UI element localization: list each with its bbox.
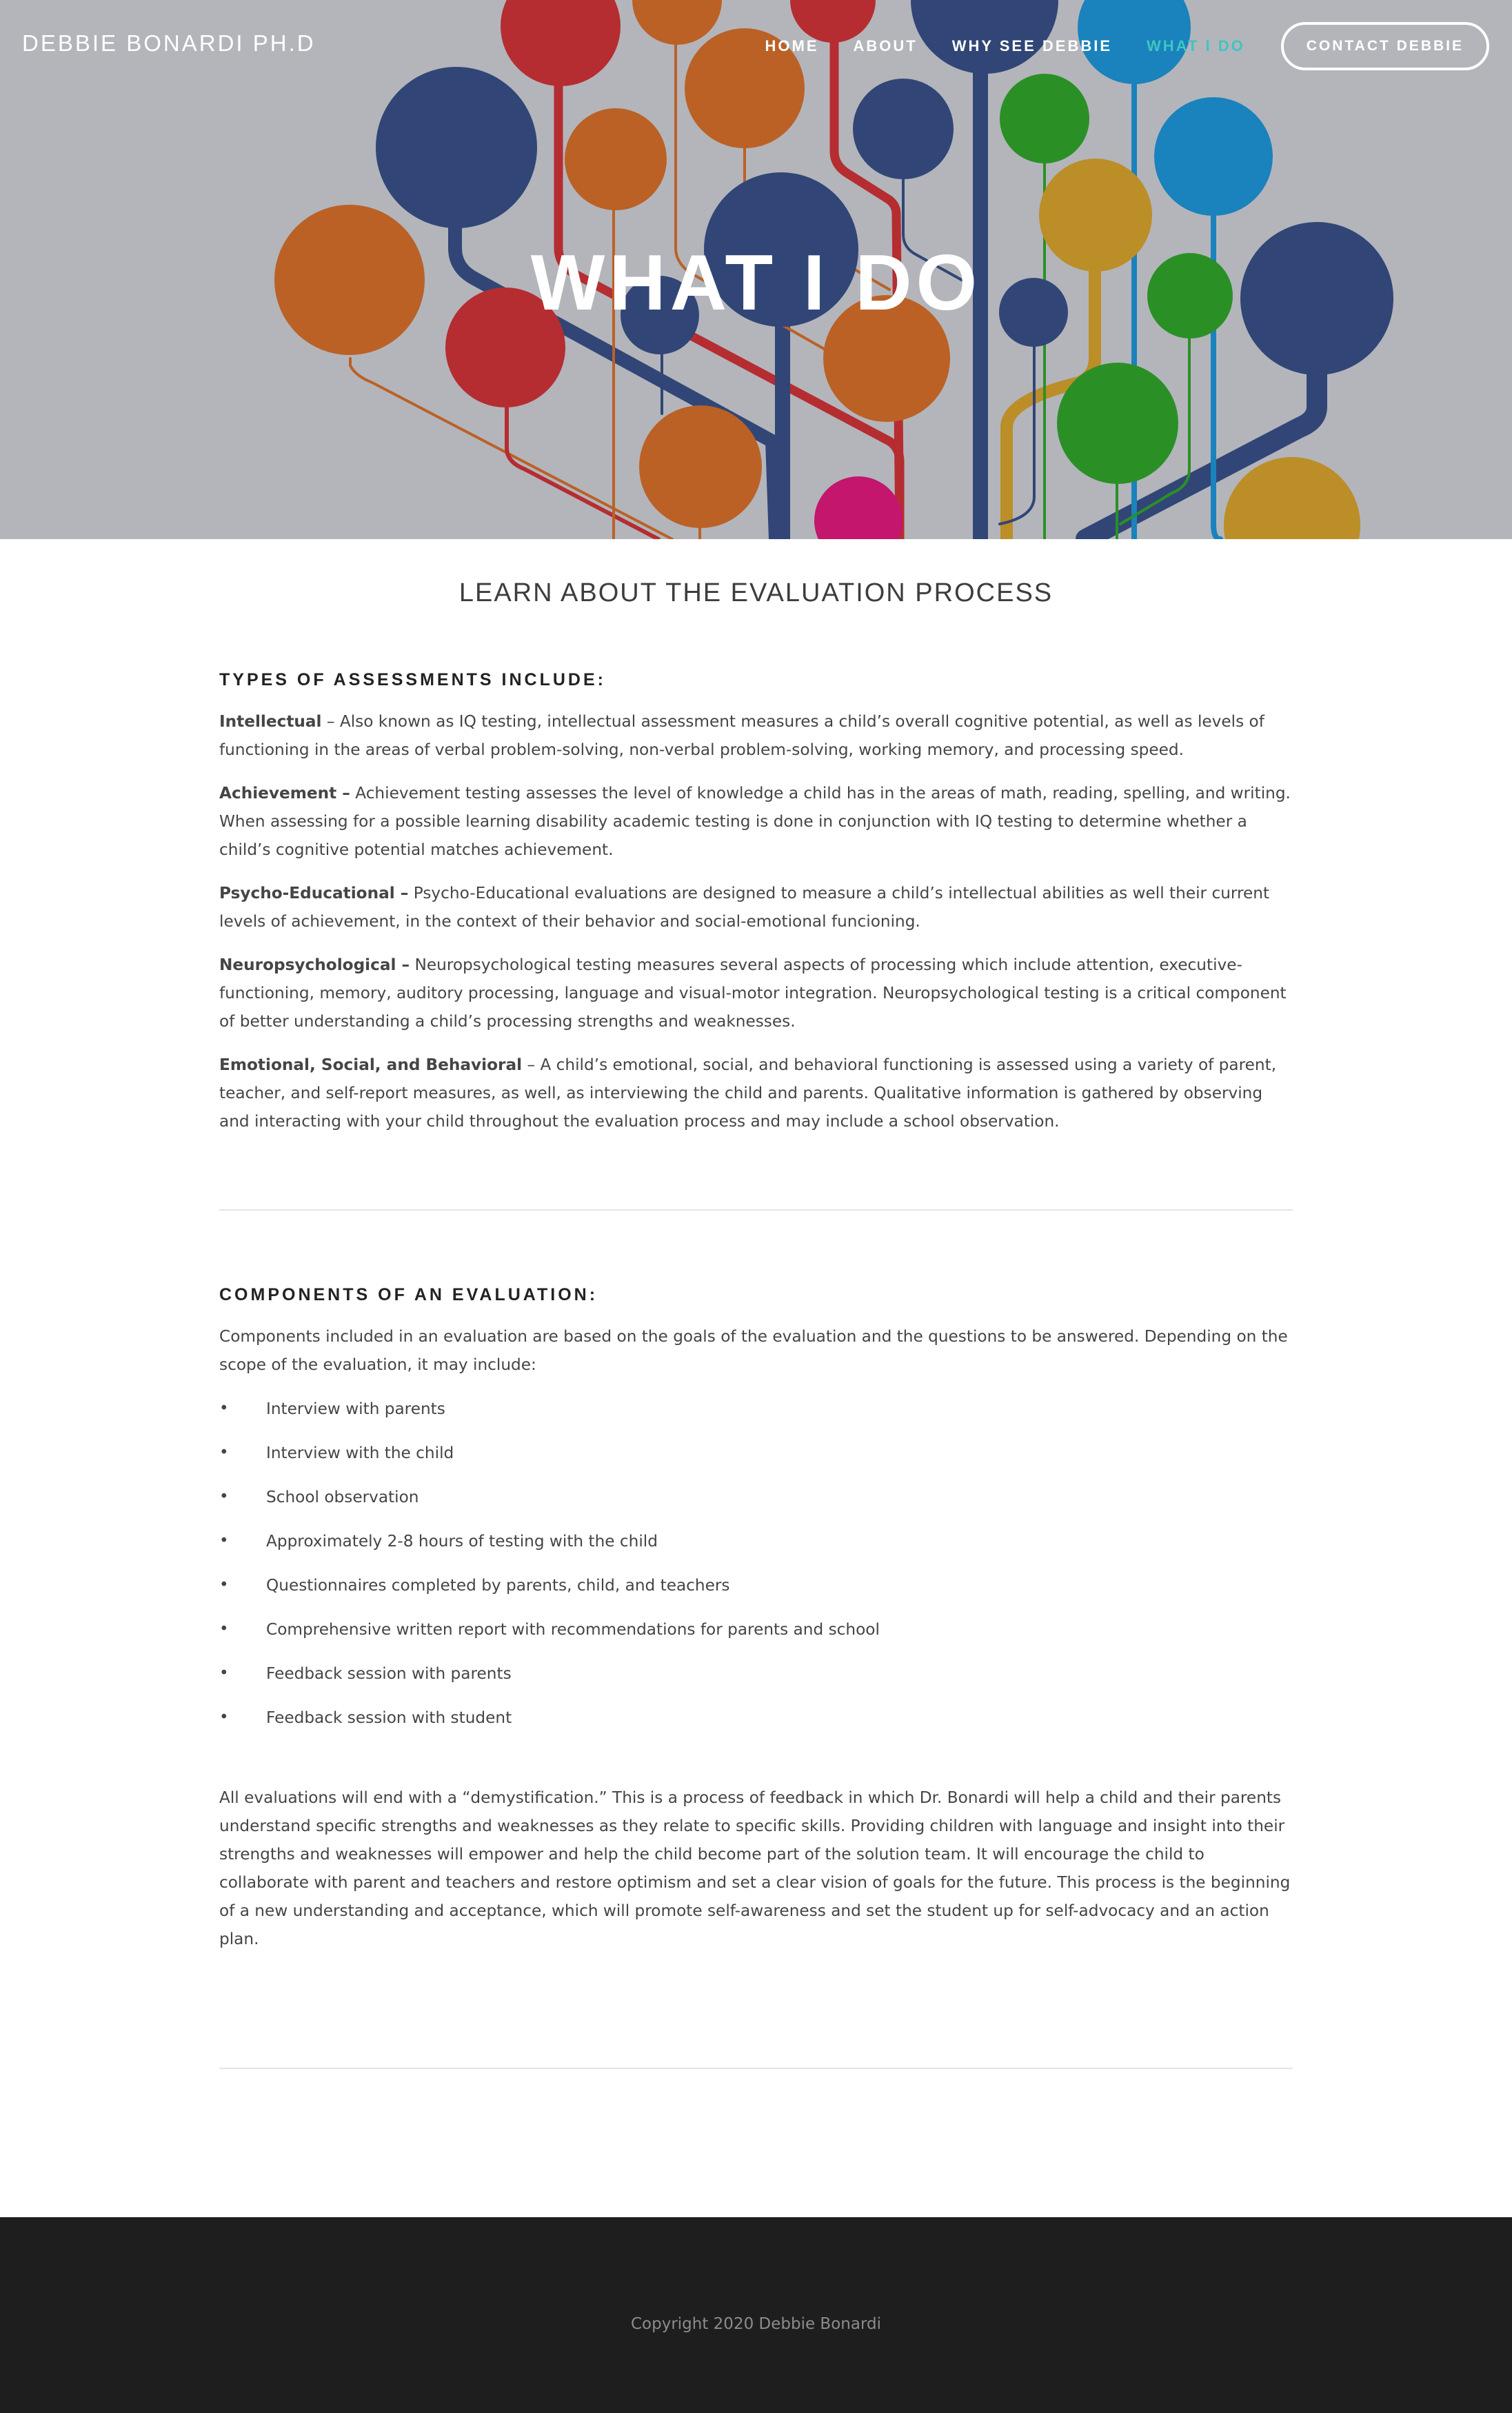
assessment-neuropsychological <box>219 951 1293 1036</box>
assessment-description: Also known as IQ testing, intellectual assessment measures a child’s overall cognitive potential, as well as levels of functioning in the areas of verbal problem-solving, non-verbal problem-solving, working memory, and processing speed. <box>219 712 1264 759</box>
assessment-term: Intellectual <box>219 712 322 731</box>
nav-why-see-debbie[interactable]: WHY SEE DEBBIE <box>951 37 1113 54</box>
assessment-term: Emotional, Social, and Behavioral <box>219 1056 523 1074</box>
copyright-text: Copyright 2020 Debbie Bonardi <box>630 2315 881 2333</box>
closing-paragraph: All evaluations will end with a “demystification.” This is a process of feedback in which Dr. Bonardi will help a child and their parents understand specific strengths and weaknesses as they relate to specific skills. Providing children with language and insight into their strengths and weaknesses will empower and help the child become part of the solution team. It will encourage the child to collaborate with parent and teachers and restore optimism and set a clear vision of goals for the future. This process is the beginning of a new understanding and acceptance, which will promote self-awareness and set the student up for self-advocacy and an action plan. <box>219 1788 1291 1948</box>
components-list <box>219 1395 1293 1748</box>
divider <box>219 1209 1293 1211</box>
assessment-description: Neuropsychological testing measures several aspects of processing which include attention, executive-functioning, memory, auditory processing, language and visual-motor integration. Neuropsychological testing is a critical component of better understanding a child’s processing strengths and weaknesses. <box>219 956 1287 1031</box>
main-nav <box>731 0 1512 92</box>
assessment-term: Psycho-Educational – <box>219 884 409 902</box>
main-content <box>219 539 1293 2069</box>
site-brand[interactable]: DEBBIE BONARDI PH.D <box>22 30 316 56</box>
list-item: • Approximately 2-8 hours of testing with the child <box>219 1532 658 1551</box>
list-item: • Interview with parents <box>219 1400 445 1418</box>
assessment-intellectual: Intellectual – Also known as IQ testing, intellectual assessment measures a child’s overall cognitive potential, as well as levels of functioning in the areas of verbal problem-solving, non-verbal problem-solving, working memory, and processing speed. <box>219 712 1264 759</box>
hero-banner <box>0 0 1512 539</box>
nav-what-i-do[interactable]: WHAT I DO <box>1147 37 1245 54</box>
page-title: WHAT I DO <box>530 239 982 327</box>
divider <box>219 2068 1293 2069</box>
list-item: • Feedback session with parents <box>219 1664 512 1683</box>
list-item: • Feedback session with student <box>219 1708 512 1727</box>
components-heading: COMPONENTS OF AN EVALUATION: <box>219 1285 598 1304</box>
assessment-term: Neuropsychological – <box>219 956 410 974</box>
components-intro: Components included in an evaluation are based on the goals of the evaluation and the questions to be answered. Depending on the scope of the evaluation, it may include: <box>219 1327 1288 1374</box>
section-heading: LEARN ABOUT THE EVALUATION PROCESS <box>458 578 1054 607</box>
assessment-description: Achievement testing assesses the level of knowledge a child has in the areas of math, reading, spelling, and writing. When assessing for a possible learning disability academic testing is done in conjunction with IQ testing to determine whether a child’s cognitive potential matches achievement. <box>219 784 1291 859</box>
assessment-achievement <box>219 779 1293 864</box>
footer <box>0 2217 1512 2413</box>
list-item: • Comprehensive written report with recommendations for parents and school <box>219 1620 880 1639</box>
assessments-heading: TYPES OF ASSESSMENTS INCLUDE: <box>219 670 606 689</box>
nav-home[interactable]: HOME <box>765 37 819 54</box>
nav-about[interactable]: ABOUT <box>853 37 918 54</box>
list-item: • Questionnaires completed by parents, child, and teachers <box>219 1576 730 1595</box>
assessment-emotional-social-behavioral: Emotional, Social, and Behavioral – A child’s emotional, social, and behavioral functioning is assessed using a variety of parent, teacher, and self-report measures, as well, as interviewing the child and parents. Qualitative information is gathered by observing and interacting with your child throughout the evaluation process and may include a school observation. <box>219 1056 1277 1131</box>
assessment-term: Achievement – <box>219 784 350 802</box>
assessment-description: A child’s emotional, social, and behavioral functioning is assessed using a variety of parent, teacher, and self-report measures, as well, as interviewing the child and parents. Qualitative information is gathered by observing and interacting with your child throughout the evaluation process and may include a school observation. <box>219 1056 1277 1131</box>
list-item: • School observation <box>219 1488 419 1506</box>
list-item: • Interview with the child <box>219 1444 454 1462</box>
assessment-description: Psycho-Educational evaluations are designed to measure a child’s intellectual abilities as well their current levels of achievement, in the context of their behavior and social-emotional funcioning. <box>219 884 1270 931</box>
contact-button[interactable]: CONTACT DEBBIE <box>1281 22 1489 70</box>
assessment-psycho-educational <box>219 879 1293 936</box>
